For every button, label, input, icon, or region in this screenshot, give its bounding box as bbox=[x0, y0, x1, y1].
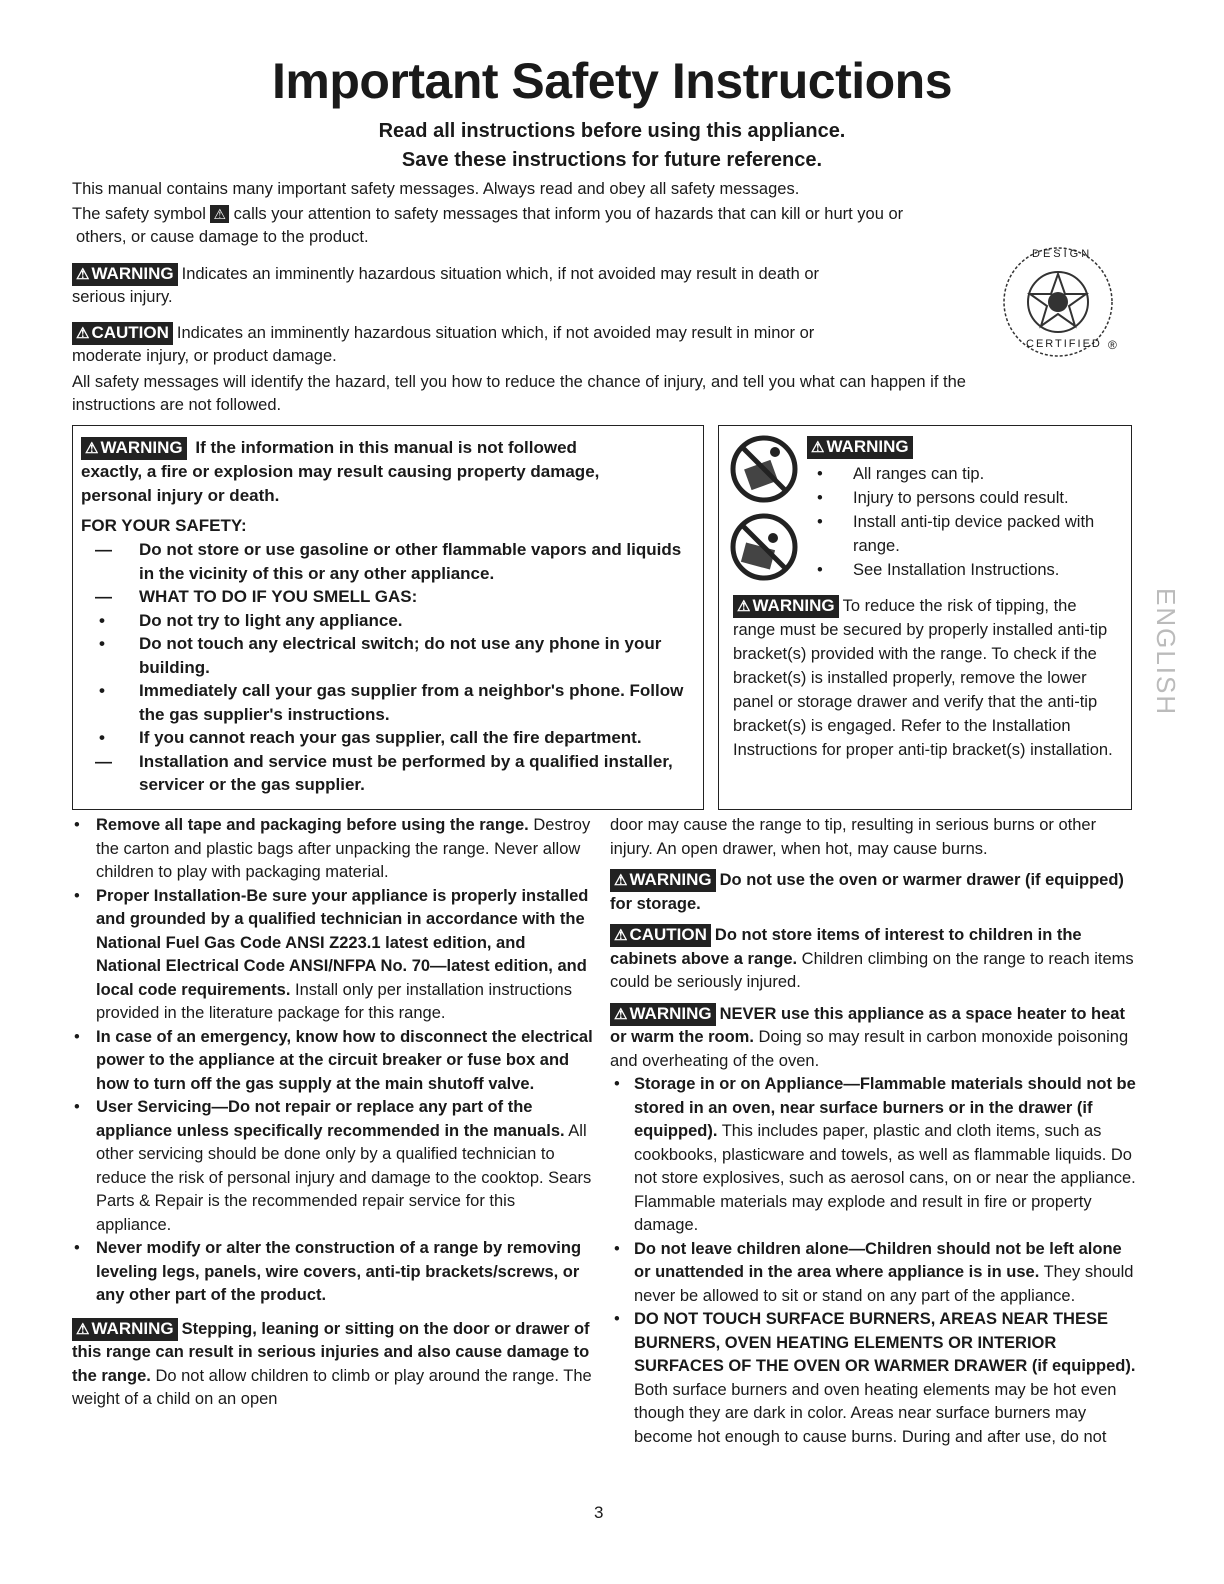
stepping-warning-badge-label: WARNING bbox=[91, 1318, 174, 1338]
tip-warning-text: To reduce the risk of tipping, the range must be secured by properly installed anti-tip bracket(s) provided with the range. To check if the bracket(s) is installed properly, remove the lower panel or storage drawer and verify that the anti-tip bracket(s) is engaged. Refer to the Installation Instructions for proper anti-tip bracket(s) installation. bbox=[733, 597, 1113, 759]
children-caution-bold: Do not store items of interest to children in the cabinets above a range. bbox=[610, 926, 1082, 968]
tip-bullet-text: Install anti-tip device packed with range. bbox=[853, 513, 1095, 555]
caution-badge-label: CAUTION bbox=[91, 323, 169, 342]
heater-warning-bold: NEVER use this appliance as a space heater to heat or warm the room. bbox=[610, 1004, 1125, 1046]
storage-warning-badge bbox=[610, 869, 716, 892]
tip-warning-badge-wrap bbox=[807, 436, 917, 459]
left-item: • In case of an emergency, know how to disconnect the electrical power to the appliance at the circuit breaker or fuse box and how to turn off the gas supply at the main shutoff valve. bbox=[74, 1027, 593, 1093]
right-item: • DO NOT TOUCH SURFACE BURNERS, AREAS NEAR THESE BURNERS, OVEN HEATING ELEMENTS OR INTERIOR SURFACES OF THE OVEN OR WARMER DRAWER (if equipped). Both surface burners and oven heating elements may be hot even though they are dark in color. Areas near surface burners may become hot enough to cause burns. During and after use, do not bbox=[614, 1310, 1136, 1446]
tip-bullet-text: All ranges can tip. bbox=[853, 465, 985, 483]
left-item-bold: Never modify or alter the construction of a range by removing leveling legs, panels, wire covers, anti-tip brackets/screws, or any other part of the product. bbox=[96, 1239, 582, 1304]
right-column bbox=[610, 814, 1142, 1449]
gas-item-text: Do not touch any electrical switch; do not use any phone in your building. bbox=[139, 634, 662, 677]
gas-item-text: Installation and service must be performed by a qualified installer, servicer or the gas supplier. bbox=[139, 751, 673, 794]
gas-warning-heading bbox=[81, 436, 695, 508]
seal-top-text: DESIGN bbox=[1032, 248, 1093, 260]
all-messages-line-2: instructions are not followed. bbox=[72, 396, 282, 414]
tip-bullet-list bbox=[817, 462, 1117, 582]
gas-safety-list bbox=[81, 538, 695, 797]
no-climbing-icon bbox=[729, 512, 799, 582]
caution-def-text: Indicates an imminently hazardous situation which, if not avoided may result in minor or bbox=[176, 324, 815, 342]
gas-warning-badge bbox=[81, 437, 187, 460]
left-item: • User Servicing—Do not repair or replace any part of the appliance unless specifically recommended in the manuals. All other servicing should be done only by a qualified technician to reduce the risk of personal injury and damage to the cooktop. Sears Parts & Repair is the recommended repair service for this appliance. bbox=[74, 1098, 592, 1234]
left-item-bold: User Servicing—Do not repair or replace any part of the appliance unless specifically recommended in the manuals. bbox=[96, 1098, 565, 1140]
right-item-normal: They should never be allowed to sit or stand on any part of the appliance. bbox=[634, 1263, 1134, 1305]
subtitle-save: Save these instructions for future reference. bbox=[401, 149, 823, 171]
tip-bullet: • All ranges can tip. bbox=[817, 465, 985, 483]
gas-item: — Do not store or use gasoline or other flammable vapors and liquids in the vicinity of this or any other appliance. bbox=[95, 540, 682, 583]
gas-warning-badge-label: WARNING bbox=[100, 438, 183, 457]
children-caution-badge bbox=[610, 924, 711, 947]
caution-triangle-icon: ⚠ bbox=[76, 325, 90, 342]
gas-heading-2: exactly, a fire or explosion may result causing property damage, bbox=[81, 462, 600, 481]
gas-item: • If you cannot reach your gas supplier, call the fire department. bbox=[99, 728, 642, 747]
tip-warning-badge-2 bbox=[733, 595, 839, 618]
intro-line-1: This manual contains many important safety messages. Always read and obey all safety messages. bbox=[72, 180, 800, 198]
seal-bottom-text: CERTIFIED bbox=[1026, 338, 1102, 350]
gas-item: — Installation and service must be performed by a qualified installer, servicer or the gas supplier. bbox=[95, 751, 673, 794]
caution-definition bbox=[72, 322, 992, 368]
left-item-bold: Remove all tape and packaging before using the range. bbox=[96, 816, 529, 834]
children-caution-triangle-icon: ⚠ bbox=[614, 927, 628, 944]
gas-heading-3: personal injury or death. bbox=[81, 486, 280, 505]
right-item: • Storage in or on Appliance—Flammable materials should not be stored in an oven, near surface burners or in the drawer (if equipped). This includes paper, plastic and cloth items, such as cookbooks, plasticware and towels, as well as flammable liquids. Do not store explosives, such as aerosol cans, on or near the appliance. Flammable materials may explode and result in fire or property damage. bbox=[614, 1075, 1136, 1234]
heater-warning-badge-label: WARNING bbox=[629, 1003, 712, 1023]
tip-warning-paragraph bbox=[733, 594, 1123, 762]
gas-item: • Do not touch any electrical switch; do not use any phone in your building. bbox=[99, 634, 662, 677]
gas-item-text: Do not store or use gasoline or other flammable vapors and liquids in the vicinity of this or any other appliance. bbox=[139, 540, 682, 583]
warning-triangle-icon: ⚠ bbox=[76, 266, 90, 283]
right-item-bold: Storage in or on Appliance—Flammable materials should not be stored in an oven, near surface burners or in the drawer (if equipped). bbox=[634, 1075, 1136, 1140]
tip-bullet: • Install anti-tip device packed with range. bbox=[817, 513, 1095, 555]
gas-item: • Do not try to light any appliance. bbox=[99, 610, 403, 630]
intro-line-3: others, or cause damage to the product. bbox=[76, 228, 369, 246]
tip-bullet-text: See Installation Instructions. bbox=[853, 561, 1060, 579]
tip-bullet: • See Installation Instructions. bbox=[817, 561, 1060, 579]
all-messages-line-1: All safety messages will identify the hazard, tell you how to reduce the chance of injury, and tell you what can happen if the bbox=[72, 373, 966, 391]
left-item: • Remove all tape and packaging before using the range. Destroy the carton and plastic bags after unpacking the range. Never allow children to play with packaging material. bbox=[74, 816, 591, 881]
warning-badge bbox=[72, 263, 178, 286]
left-column bbox=[72, 814, 594, 1412]
no-tipping-icon bbox=[729, 434, 799, 504]
stepping-warning bbox=[72, 1318, 594, 1412]
tip-bullet-text: Injury to persons could result. bbox=[853, 489, 1069, 507]
right-item-normal: Both surface burners and oven heating elements may be hot even though they are dark in color. Areas near surface burners may become hot enough to cause burns. During and after use, do not bbox=[634, 1380, 1117, 1446]
warning-def-text-2: serious injury. bbox=[72, 288, 173, 306]
tip-warning-badge-label: WARNING bbox=[826, 437, 909, 456]
right-item-bold: DO NOT TOUCH SURFACE BURNERS, AREAS NEAR THESE BURNERS, OVEN HEATING ELEMENTS OR INTERIOR SURFACES OF THE OVEN OR WARMER DRAWER (if equipped). bbox=[634, 1310, 1136, 1375]
gas-item-text: Immediately call your gas supplier from a neighbor's phone. Follow the gas supplier's instructions. bbox=[139, 681, 684, 724]
page-number: 3 bbox=[594, 1503, 604, 1522]
gas-heading-1: If the information in this manual is not followed bbox=[195, 438, 577, 457]
design-certified-seal bbox=[1002, 246, 1117, 358]
stepping-warning-normal: Do not allow children to climb or play around the range. The weight of a child on an open bbox=[72, 1366, 592, 1408]
left-item: • Proper Installation-Be sure your appliance is properly installed and grounded by a qualified technician in accordance with the National Fuel Gas Code ANSI Z223.1 latest edition, and National Electrical Code ANSI/NFPA No. 70—latest edition, and local code requirements. Install only per installation instructions provided in the literature package for this range. bbox=[74, 886, 589, 1022]
heater-warning-normal: Doing so may result in carbon monoxide poisoning and overheating of the oven. bbox=[610, 1028, 1129, 1070]
storage-warning-badge-label: WARNING bbox=[629, 870, 712, 889]
subtitle-read: Read all instructions before using this appliance. bbox=[378, 120, 846, 142]
gas-item: • Immediately call your gas supplier from a neighbor's phone. Follow the gas supplier's instructions. bbox=[99, 681, 684, 724]
language-side-label: ENGLISH bbox=[1151, 588, 1181, 717]
heater-warning bbox=[610, 1003, 1142, 1074]
left-item-bold: Proper Installation-Be sure your appliance is properly installed and grounded by a qualified technician in accordance with the National Fuel Gas Code ANSI Z223.1 latest edition, and National Electrical Code ANSI/NFPA No. 70—latest edition, and local code requirements. bbox=[96, 886, 589, 999]
right-item-bold: Do not leave children alone—Children should not be left alone or unattended in the area where appliance is in use. bbox=[634, 1239, 1122, 1281]
heater-warning-triangle-icon: ⚠ bbox=[614, 1005, 628, 1023]
tip-warning-triangle-icon: ⚠ bbox=[811, 439, 825, 456]
gas-warning-triangle-icon: ⚠ bbox=[85, 440, 99, 457]
stepping-warning-badge bbox=[72, 1318, 178, 1341]
gas-item-text: If you cannot reach your gas supplier, call the fire department. bbox=[139, 728, 642, 747]
storage-warning-triangle-icon: ⚠ bbox=[614, 872, 628, 889]
intro-line-2a: The safety symbol bbox=[72, 205, 206, 223]
gas-warning-box bbox=[72, 425, 704, 810]
right-item-normal: This includes paper, plastic and cloth items, such as cookbooks, plasticware and towels, as well as flammable liquids. Do not store explosives, such as aerosol cans, on or near the appliance. Flammable materials may explode and result in fire or property damage. bbox=[634, 1122, 1136, 1234]
all-messages-paragraph bbox=[72, 371, 1152, 417]
page-title: Important Safety Instructions bbox=[271, 53, 953, 109]
right-item: • Do not leave children alone—Children should not be left alone or unattended in the area where appliance is in use. They should never be allowed to sit or stand on any part of the appliance. bbox=[614, 1239, 1134, 1305]
tip-warning-box bbox=[718, 425, 1132, 810]
caution-def-text-2: moderate injury, or product damage. bbox=[72, 347, 337, 365]
left-item: • Never modify or alter the construction of a range by removing leveling legs, panels, wire covers, anti-tip brackets/screws, or any other part of the product. bbox=[74, 1239, 582, 1304]
children-caution-normal: Children climbing on the range to reach items could be seriously injured. bbox=[610, 949, 1134, 991]
warning-definition bbox=[72, 263, 992, 309]
stepping-warning-bold: Stepping, leaning or sitting on the door or drawer of this range can result in serious injuries and also cause damage to the range. bbox=[72, 1319, 590, 1385]
children-caution-badge-label: CAUTION bbox=[629, 925, 707, 944]
tip-warning-triangle-icon-2: ⚠ bbox=[737, 598, 751, 615]
safety-symbol-icon: ⚠ bbox=[210, 205, 229, 223]
right-continuation: door may cause the range to tip, resulting in serious burns or other injury. An open drawer, when hot, may cause burns. bbox=[610, 816, 1097, 858]
storage-warning-text: Do not use the oven or warmer drawer (if equipped) for storage. bbox=[610, 871, 1124, 913]
intro-paragraph bbox=[72, 178, 1072, 249]
warning-def-text: Indicates an imminently hazardous situation which, if not avoided may result in death or bbox=[181, 265, 820, 283]
warning-badge-label: WARNING bbox=[91, 264, 174, 283]
tip-bullet: • Injury to persons could result. bbox=[817, 489, 1069, 507]
storage-warning bbox=[610, 869, 1142, 916]
left-item-bold: In case of an emergency, know how to disconnect the electrical power to the appliance at the circuit breaker or fuse box and how to turn off the gas supply at the main shutoff valve. bbox=[96, 1027, 593, 1093]
tip-warning-badge bbox=[807, 436, 913, 459]
tip-warning-badge-label-2: WARNING bbox=[752, 596, 835, 615]
gas-item-text: Do not try to light any appliance. bbox=[139, 610, 403, 630]
intro-line-2b: calls your attention to safety messages that inform you of hazards that can kill or hurt you or bbox=[233, 205, 904, 223]
children-caution bbox=[610, 924, 1142, 995]
left-item-normal: All other servicing should be done only by a qualified technician to reduce the risk of personal injury and damage to the cooktop. Sears Parts & Repair is the recommended repair service for this appliance. bbox=[96, 1121, 592, 1234]
caution-badge bbox=[72, 322, 173, 345]
stepping-warning-triangle-icon: ⚠ bbox=[76, 1320, 90, 1338]
gas-item: — WHAT TO DO IF YOU SMELL GAS: bbox=[95, 587, 418, 606]
intro-line-2 bbox=[72, 203, 1072, 226]
left-item-normal: Install only per installation instructions provided in the literature package for this range. bbox=[96, 980, 572, 1022]
gas-item-text: WHAT TO DO IF YOU SMELL GAS: bbox=[139, 587, 418, 606]
seal-registered-mark: ® bbox=[1108, 338, 1117, 352]
for-your-safety-label: FOR YOUR SAFETY: bbox=[81, 516, 247, 535]
left-item-normal: Destroy the carton and plastic bags after unpacking the range. Never allow children to play with packaging material. bbox=[96, 816, 591, 881]
heater-warning-badge bbox=[610, 1003, 716, 1026]
